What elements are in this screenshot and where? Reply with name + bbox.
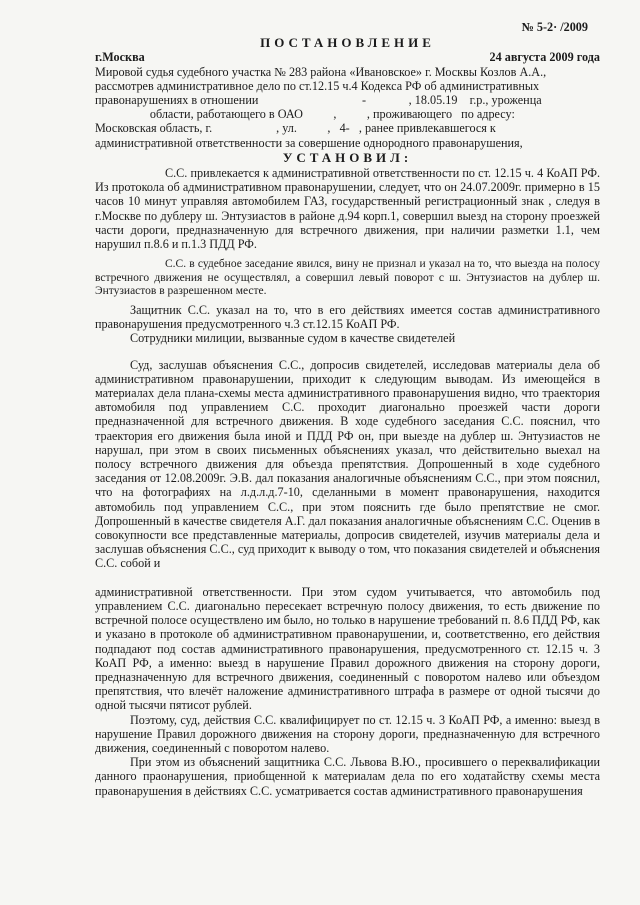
intro-line: Московская область, г. , ул. , 4- , ранее привлекавшегося к	[95, 121, 496, 136]
date: 24 августа 2009 года	[489, 50, 600, 65]
paragraph: Суд, заслушав объяснения С.С., допросив свидетелей, исследовав материалы дела об административном правонарушении, приходит к следующим выводам. Из имеющейся в материалах дела плана-схемы места административного правонарушения видно, что траектория автомобиля под управлением С.С. проходит диагонально проезжей части дороги предназначенной для встречного движения. В ходе судебного заседания С.С. пояснил, что траектория его движения была иной и ПДД РФ он, при выезде на дублер ш. Энтузиастов не нарушал, при этом в своих письменных объяснениях указал, что действительно выехал на полосу встречного движения для объезда препятствия. Допрошенный в ходе судебного заседания от 12.08.2009г. Э.В. дал показания аналогичные объяснениям С.С., при этом пояснил, что на фотографиях на л.д.л.д.7-10, сделанными в момент правонарушения, находится автомобиль под управлением С.С., при этом пояснить где было препятствие не смог. Допрошенный в качестве свидетеля А.Г. дал показания аналогичные объяснениям С.С. Оценив в совокупности все представленные материалы, допросив свидетелей, изучив материалы дела и заслушав объяснения С.С., суд приходит к выводу о том, что показания свидетелей и объяснения С.С. собой и	[95, 357, 600, 571]
case-number: № 5-2· /2009	[521, 20, 588, 34]
paragraph: С.С. привлекается к административной ответственности по ст. 12.15 ч. 4 КоАП РФ. Из протокола об административном правонарушении, следует, что он 24.07.2009г. примерно в 15 часов 10 минут управляя автомобилем ГАЗ, государственный регистрационный знак , следуя в г.Москве по дублеру ш. Энтузиастов в районе д.94 корп.1, совершил выезд на сторону проезжей части дороги, предназначенную для встречного движения, при наличии разметки 1.1, чем нарушил п.8.6 и п.1.3 ПДД РФ.	[95, 166, 600, 252]
paragraph: С.С. в судебное заседание явился, вину не признал и указал на то, что выезда на полосу встречного движения не осуществлял, а совершил левый поворот с ш. Энтузиастов на дублер ш. Энтузиастов в разрешенном месте.	[95, 258, 600, 298]
paragraph: При этом из объяснений защитника С.С. Львова В.Ю., просившего о переквалификации данного праонарушения, приобщенной к материалам дела по его ходатайству схемы места правонарушения в действиях С.С. усматривается состав административного правонарушения	[95, 755, 600, 798]
intro-line: рассмотрев административное дело по ст.12.15 ч.4 Кодекса РФ об административных	[95, 78, 540, 93]
intro-line: области, работающего в ОАО , , проживающего по адресу:	[95, 107, 515, 122]
paragraph: Сотрудники милиции, вызванные судом в качестве свидетелей	[130, 331, 456, 346]
place-date-row	[95, 50, 600, 64]
paragraph: Поэтому, суд, действия С.С. квалифицирует по ст. 12.15 ч. 3 КоАП РФ, а именно: выезд в нарушение Правил дорожного движения на сторону дороги, предназначенную для встречного движения, соединенный с поворотом налево.	[95, 712, 600, 755]
city: г.Москва	[95, 50, 145, 65]
paragraph: Защитник С.С. указал на то, что в его действиях имеется состав административного правонарушения предусмотренного ч.3 ст.12.15 КоАП РФ.	[95, 303, 600, 332]
paragraph: административной ответственности. При этом судом учитывается, что автомобиль под управлением С.С. диагонально пересекает встречную полосу движения, то есть движение по встречной полосе осуществлено им было, но только в нарушение требований п. 8.6 ПДД РФ, как и указано в протоколе об административном правонарушении, и, соответственно, его действия подпадают под состав административного правонарушения, предусмотренного ст. 12.15 ч. 3 КоАП РФ, а именно: выезд в нарушение Правил дорожного движения на сторону дороги, предназначенную для встречного движения, соединенный с поворотом налево или объездом препятствия, что влечёт наложение административного штрафа в размере от одной тысячи до одной тысячи пятисот рублей.	[95, 584, 600, 713]
document-title: ПОСТАНОВЛЕНИЕ	[260, 35, 435, 51]
established-heading: УСТАНОВИЛ:	[282, 149, 413, 165]
intro-line: Мировой судья судебного участка № 283 района «Ивановское» г. Москвы Козлов А.А.,	[95, 64, 547, 79]
intro-line: административной ответственности за совершение однородного правонарушения,	[95, 135, 523, 150]
intro-line: правонарушениях в отношении - , 18.05.19 г.р., уроженца	[95, 93, 542, 108]
